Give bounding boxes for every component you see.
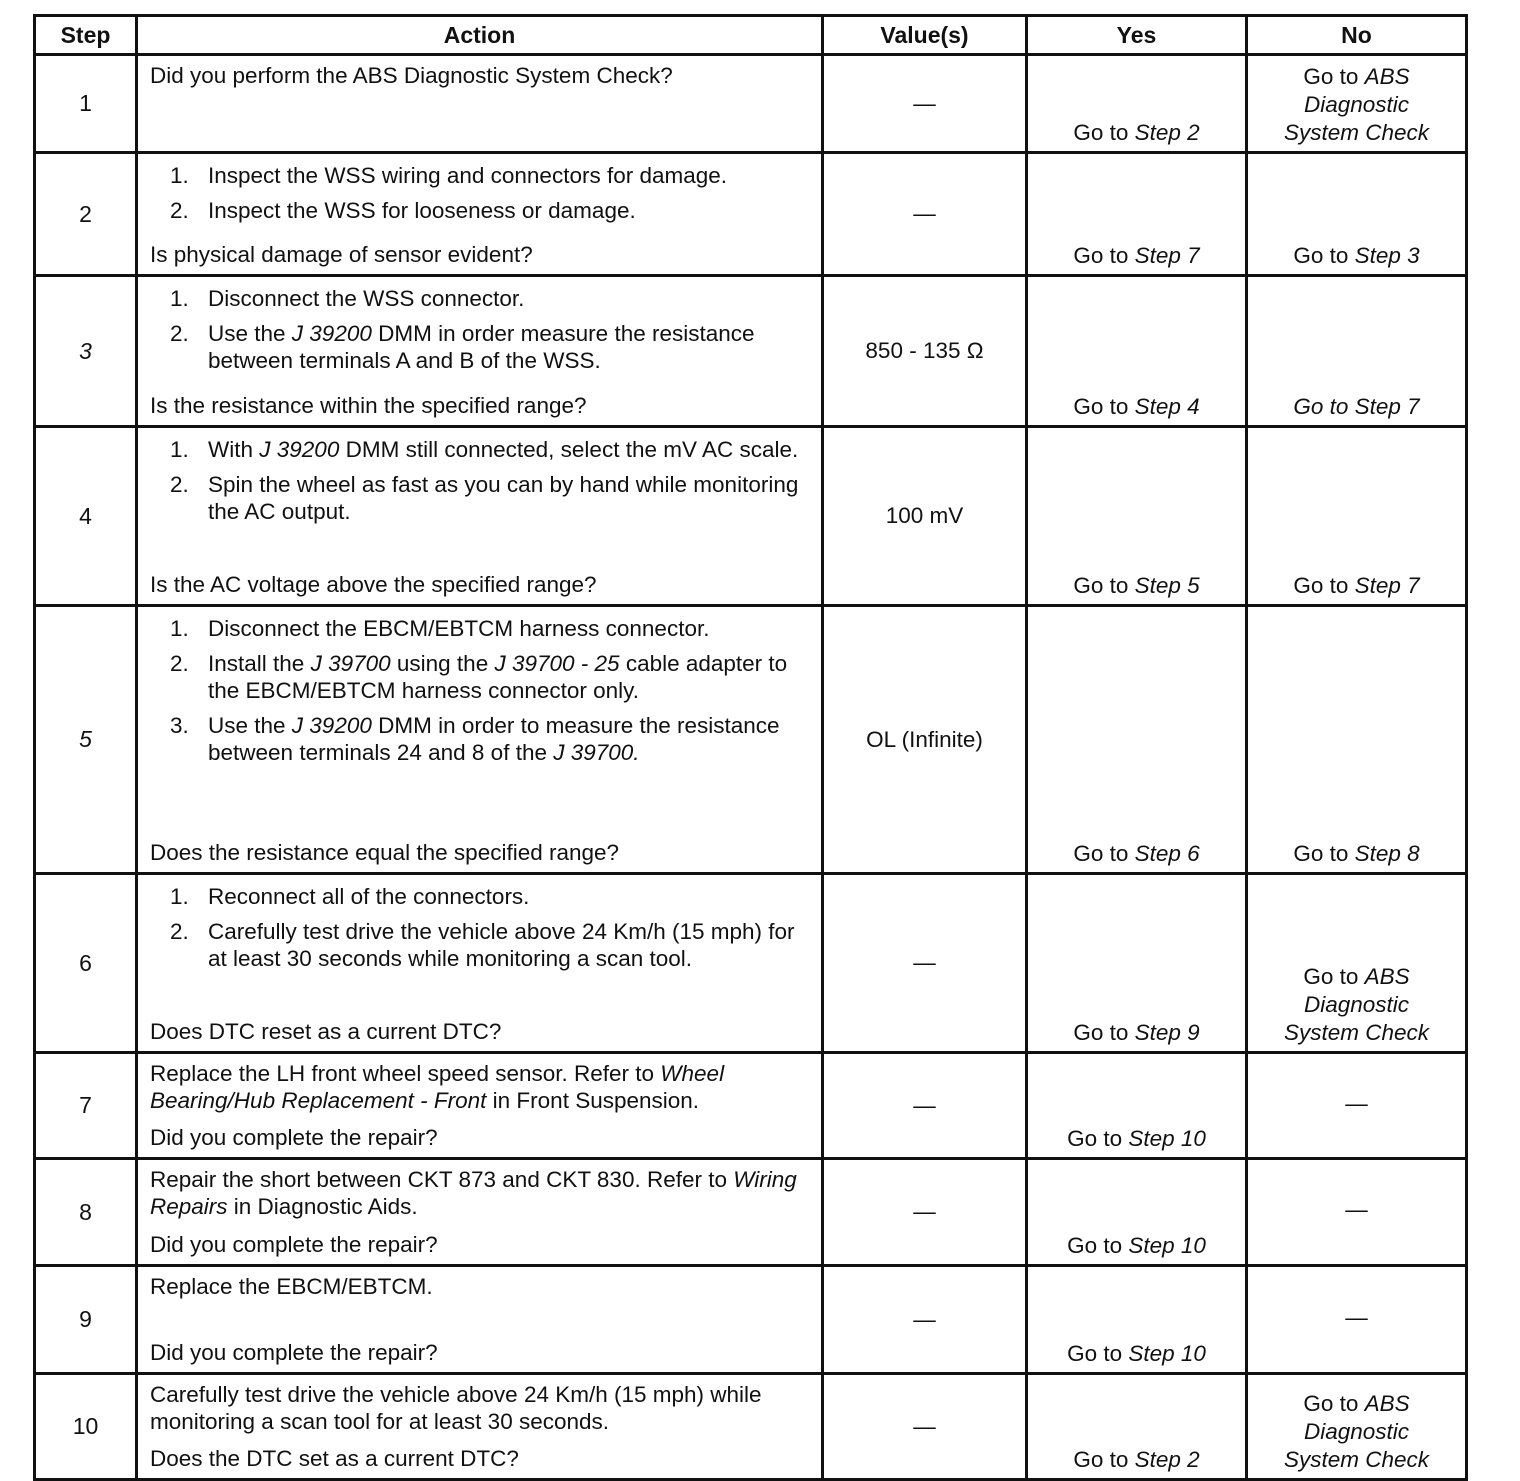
no-cell bbox=[1247, 1266, 1467, 1374]
table-row bbox=[35, 55, 1467, 153]
action-step bbox=[150, 918, 811, 972]
yes-cell bbox=[1027, 276, 1247, 427]
text: Carefully test drive the vehicle above 24 Km/h (15 mph) for at least 30 seconds while monitoring a scan tool. bbox=[208, 919, 795, 971]
text: Go to bbox=[1067, 1341, 1129, 1366]
no-cell bbox=[1247, 427, 1467, 606]
action-content bbox=[138, 1375, 821, 1478]
italic-text: Step 10 bbox=[1128, 1341, 1206, 1366]
header-action: Action bbox=[137, 16, 823, 55]
value-cell: — bbox=[823, 1159, 1027, 1266]
italic-text: Step 7 bbox=[1354, 573, 1420, 598]
yes-cell bbox=[1027, 427, 1247, 606]
action-cell bbox=[137, 55, 823, 153]
action-step bbox=[150, 285, 811, 312]
action-step-number: 2. bbox=[170, 472, 189, 497]
action-question: Did you complete the repair? bbox=[150, 1340, 438, 1365]
action-body bbox=[150, 434, 811, 533]
italic-text: Step 8 bbox=[1354, 841, 1420, 866]
text: DMM in order to measure the resistance between terminals 24 and 8 of the bbox=[208, 713, 780, 765]
no-cell bbox=[1247, 606, 1467, 874]
no-cell bbox=[1247, 1374, 1467, 1480]
action-content bbox=[138, 607, 821, 872]
italic-text: Step 4 bbox=[1134, 394, 1200, 419]
italic-text: J 39200 bbox=[259, 437, 340, 462]
action-steps bbox=[150, 162, 811, 224]
action-step-number: 1. bbox=[170, 286, 189, 311]
text: DMM in order measure the resistance between terminals A and B of the WSS. bbox=[208, 321, 755, 373]
action-content bbox=[138, 277, 821, 425]
value-cell: 850 - 135 Ω bbox=[823, 276, 1027, 427]
text: Go to bbox=[1293, 243, 1355, 268]
text: Disconnect the EBCM/EBTCM harness connector. bbox=[208, 616, 710, 641]
action-cell bbox=[137, 1374, 823, 1480]
italic-text: Go to Step 7 bbox=[1293, 394, 1420, 419]
action-content bbox=[138, 56, 821, 151]
table-row bbox=[35, 1374, 1467, 1480]
italic-text: Diagnostic bbox=[1303, 92, 1410, 117]
yes-cell bbox=[1027, 874, 1247, 1053]
italic-text: Diagnostic bbox=[1303, 1419, 1410, 1444]
text: — bbox=[1345, 1090, 1368, 1116]
action-body bbox=[150, 62, 811, 89]
table-body bbox=[35, 55, 1467, 1480]
text: using the bbox=[390, 651, 495, 676]
italic-text: Step 7 bbox=[1134, 243, 1200, 268]
italic-text: System Check bbox=[1283, 120, 1430, 145]
action-steps bbox=[150, 285, 811, 374]
action-step-number: 1. bbox=[170, 884, 189, 909]
text: Go to bbox=[1067, 1126, 1129, 1151]
text: cable adapter to the EBCM/EBTCM harness connector only. bbox=[208, 651, 788, 703]
value-cell: 100 mV bbox=[823, 427, 1027, 606]
action-text bbox=[150, 1166, 811, 1220]
italic-text: ABS bbox=[1364, 1391, 1410, 1416]
table-row bbox=[35, 1053, 1467, 1159]
header-row bbox=[35, 16, 1467, 55]
italic-text: J 39200 bbox=[291, 713, 372, 738]
action-step-number: 1. bbox=[170, 616, 189, 641]
action-step bbox=[150, 615, 811, 642]
yes-cell bbox=[1027, 1159, 1247, 1266]
action-content bbox=[138, 1267, 821, 1372]
action-cell bbox=[137, 874, 823, 1053]
action-question: Is the resistance within the specified range? bbox=[150, 393, 587, 418]
action-step-number: 2. bbox=[170, 919, 189, 944]
action-step bbox=[150, 883, 811, 910]
action-step bbox=[150, 162, 811, 189]
text: Go to bbox=[1073, 120, 1135, 145]
text: — bbox=[1345, 1304, 1368, 1330]
no-cell bbox=[1247, 1053, 1467, 1159]
text: Go to bbox=[1293, 573, 1355, 598]
action-step bbox=[150, 197, 811, 224]
action-body bbox=[150, 1381, 811, 1435]
action-steps bbox=[150, 436, 811, 525]
step-number: 3 bbox=[35, 276, 137, 427]
text: Install the bbox=[208, 651, 311, 676]
action-content bbox=[138, 428, 821, 604]
yes-cell bbox=[1027, 1266, 1247, 1374]
italic-text: J 39200 bbox=[291, 321, 372, 346]
action-steps bbox=[150, 615, 811, 766]
table-row bbox=[35, 1159, 1467, 1266]
action-step-number: 3. bbox=[170, 713, 189, 738]
italic-text: ABS bbox=[1364, 964, 1410, 989]
action-text bbox=[150, 1381, 811, 1435]
yes-cell bbox=[1027, 606, 1247, 874]
text: Carefully test drive the vehicle above 24 Km/h (15 mph) while monitoring a scan tool for at least 30 seconds. bbox=[150, 1382, 762, 1434]
italic-text: Step 2 bbox=[1134, 120, 1200, 145]
italic-text: Step 6 bbox=[1134, 841, 1200, 866]
text: Inspect the WSS for looseness or damage. bbox=[208, 198, 636, 223]
text: Inspect the WSS wiring and connectors for damage. bbox=[208, 163, 728, 188]
action-step bbox=[150, 712, 811, 766]
text: Reconnect all of the connectors. bbox=[208, 884, 530, 909]
action-step-number: 1. bbox=[170, 437, 189, 462]
value-cell: — bbox=[823, 55, 1027, 153]
value-cell: — bbox=[823, 1053, 1027, 1159]
text: Go to bbox=[1293, 841, 1355, 866]
action-cell bbox=[137, 427, 823, 606]
italic-text: System Check bbox=[1283, 1020, 1430, 1045]
step-number: 7 bbox=[35, 1053, 137, 1159]
text: With bbox=[208, 437, 260, 462]
no-cell bbox=[1247, 874, 1467, 1053]
value-cell: OL (Infinite) bbox=[823, 606, 1027, 874]
action-text bbox=[150, 62, 811, 89]
text: Go to bbox=[1303, 64, 1365, 89]
step-number: 6 bbox=[35, 874, 137, 1053]
action-steps bbox=[150, 883, 811, 972]
text: Replace the EBCM/EBTCM. bbox=[150, 1274, 433, 1299]
step-number: 2 bbox=[35, 153, 137, 276]
action-text bbox=[150, 1273, 811, 1300]
action-step bbox=[150, 650, 811, 704]
action-question: Does DTC reset as a current DTC? bbox=[150, 1019, 502, 1044]
italic-text: J 39700 bbox=[310, 651, 391, 676]
action-body bbox=[150, 1060, 811, 1114]
italic-text: Step 2 bbox=[1134, 1447, 1200, 1472]
italic-text: Step 10 bbox=[1128, 1233, 1206, 1258]
action-body bbox=[150, 1166, 811, 1220]
table-row bbox=[35, 276, 1467, 427]
text: Go to bbox=[1303, 1391, 1365, 1416]
yes-cell bbox=[1027, 55, 1247, 153]
italic-text: ABS bbox=[1364, 64, 1410, 89]
step-number: 9 bbox=[35, 1266, 137, 1374]
text: Go to bbox=[1073, 1020, 1135, 1045]
action-step bbox=[150, 320, 811, 374]
action-question: Does the DTC set as a current DTC? bbox=[150, 1446, 519, 1471]
text: Did you perform the ABS Diagnostic System Check? bbox=[150, 63, 673, 88]
header-values: Value(s) bbox=[823, 16, 1027, 55]
text: Go to bbox=[1303, 964, 1365, 989]
step-number: 5 bbox=[35, 606, 137, 874]
action-cell bbox=[137, 606, 823, 874]
action-step-number: 2. bbox=[170, 198, 189, 223]
text: — bbox=[1345, 1197, 1368, 1222]
action-cell bbox=[137, 1053, 823, 1159]
step-number: 8 bbox=[35, 1159, 137, 1266]
italic-text: Diagnostic bbox=[1303, 992, 1410, 1017]
no-cell bbox=[1247, 153, 1467, 276]
yes-cell bbox=[1027, 153, 1247, 276]
action-text bbox=[150, 1060, 811, 1114]
action-step-number: 2. bbox=[170, 321, 189, 346]
italic-text: Step 10 bbox=[1128, 1126, 1206, 1151]
text: in Diagnostic Aids. bbox=[227, 1194, 418, 1219]
text: Go to bbox=[1073, 394, 1135, 419]
action-body bbox=[150, 1273, 811, 1300]
action-question: Is physical damage of sensor evident? bbox=[150, 242, 533, 267]
text: Repair the short between CKT 873 and CKT 830. Refer to bbox=[150, 1167, 734, 1192]
action-step bbox=[150, 436, 811, 463]
no-cell bbox=[1247, 276, 1467, 427]
table-row bbox=[35, 153, 1467, 276]
text: Go to bbox=[1073, 243, 1135, 268]
text: DMM still connected, select the mV AC scale. bbox=[339, 437, 799, 462]
text: Go to bbox=[1073, 1447, 1135, 1472]
italic-text: Wheel Bearing/Hub Replacement - Front bbox=[150, 1061, 725, 1113]
text: Use the bbox=[208, 713, 292, 738]
action-content bbox=[138, 1160, 821, 1264]
step-number: 1 bbox=[35, 55, 137, 153]
header-yes: Yes bbox=[1027, 16, 1247, 55]
value-cell: — bbox=[823, 1374, 1027, 1480]
action-cell bbox=[137, 276, 823, 427]
action-question: Does the resistance equal the specified range? bbox=[150, 840, 620, 865]
action-body bbox=[150, 613, 811, 774]
italic-text: J 39700 - 25 bbox=[494, 651, 620, 676]
table-row bbox=[35, 606, 1467, 874]
action-body bbox=[150, 160, 811, 232]
action-step-number: 1. bbox=[170, 163, 189, 188]
italic-text: Step 3 bbox=[1354, 243, 1420, 268]
action-question: Did you complete the repair? bbox=[150, 1125, 438, 1150]
step-number: 10 bbox=[35, 1374, 137, 1480]
text: Go to bbox=[1067, 1233, 1129, 1258]
no-cell bbox=[1247, 55, 1467, 153]
table-row bbox=[35, 874, 1467, 1053]
action-content bbox=[138, 875, 821, 1051]
italic-text: Step 9 bbox=[1134, 1020, 1200, 1045]
action-question: Is the AC voltage above the specified range? bbox=[150, 572, 597, 597]
text: Spin the wheel as fast as you can by hand while monitoring the AC output. bbox=[208, 472, 799, 524]
text: in Front Suspension. bbox=[486, 1088, 700, 1113]
yes-cell bbox=[1027, 1053, 1247, 1159]
header-step: Step bbox=[35, 16, 137, 55]
italic-text: J 39700. bbox=[553, 740, 640, 765]
italic-text: System Check bbox=[1283, 1447, 1430, 1472]
table-row bbox=[35, 1266, 1467, 1374]
table-row bbox=[35, 427, 1467, 606]
action-body bbox=[150, 283, 811, 382]
yes-cell bbox=[1027, 1374, 1247, 1480]
action-cell bbox=[137, 1159, 823, 1266]
italic-text: Step 5 bbox=[1134, 573, 1200, 598]
action-step bbox=[150, 471, 811, 525]
text: Use the bbox=[208, 321, 292, 346]
value-cell: — bbox=[823, 153, 1027, 276]
header-no: No bbox=[1247, 16, 1467, 55]
text: Replace the LH front wheel speed sensor. Refer to bbox=[150, 1061, 661, 1086]
action-cell bbox=[137, 1266, 823, 1374]
step-number: 4 bbox=[35, 427, 137, 606]
no-cell bbox=[1247, 1159, 1467, 1266]
action-body bbox=[150, 881, 811, 980]
action-content bbox=[138, 1054, 821, 1157]
value-cell: — bbox=[823, 1266, 1027, 1374]
action-cell bbox=[137, 153, 823, 276]
value-cell: — bbox=[823, 874, 1027, 1053]
text: Go to bbox=[1073, 573, 1135, 598]
italic-text: Wiring Repairs bbox=[150, 1167, 797, 1219]
text: Disconnect the WSS connector. bbox=[208, 286, 525, 311]
text: Go to bbox=[1073, 841, 1135, 866]
action-step-number: 2. bbox=[170, 651, 189, 676]
action-content bbox=[138, 154, 821, 274]
diagnostic-table bbox=[33, 14, 1468, 1481]
action-question: Did you complete the repair? bbox=[150, 1232, 438, 1257]
